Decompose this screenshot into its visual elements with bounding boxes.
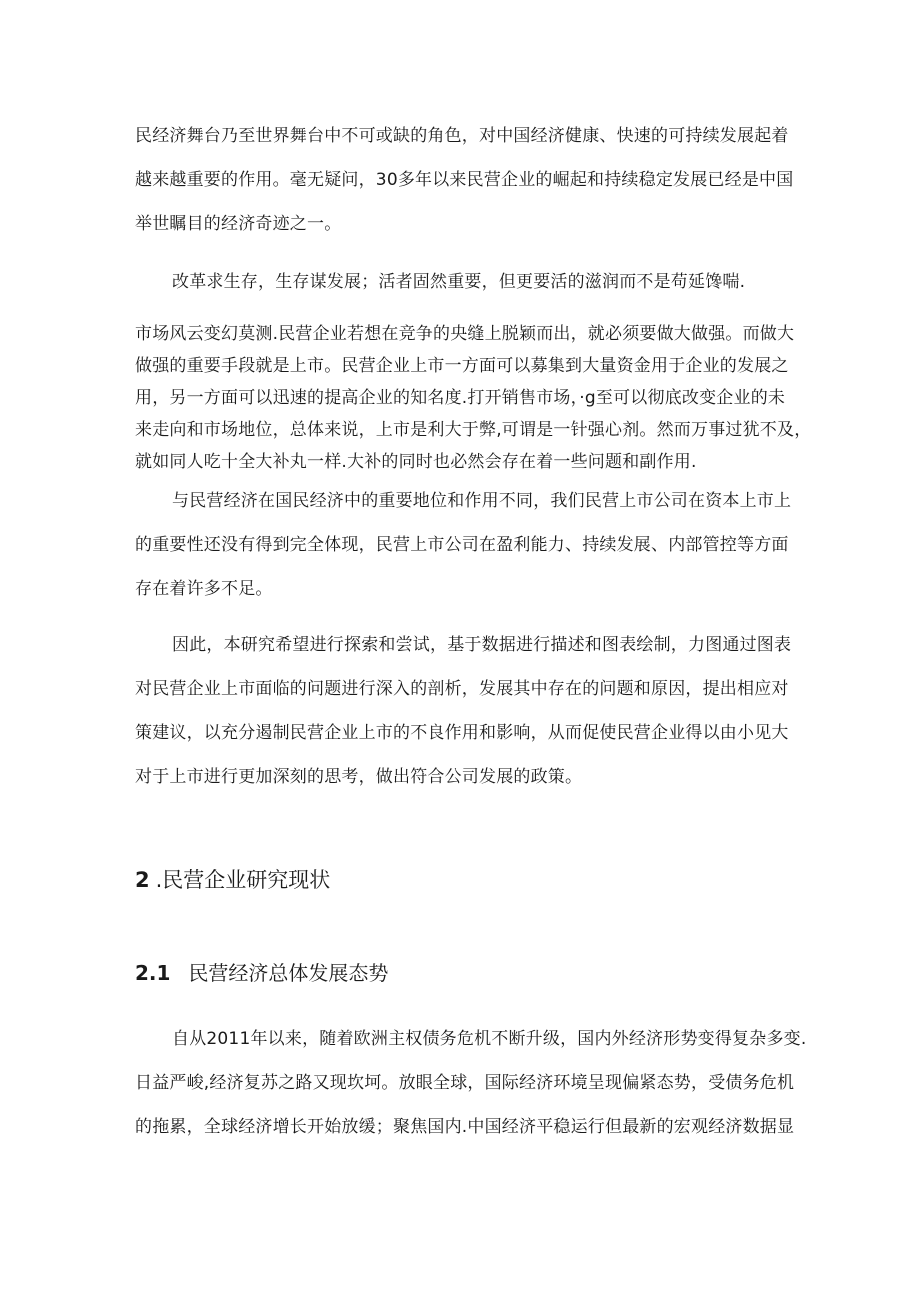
text-line: 策建议，以充分遏制民营企业上市的不良作用和影响，从而促使民营企业得以由小见大 — [135, 723, 789, 743]
text-line: 对民营企业上市面临的问题进行深入的剖析，发展其中存在的问题和原因，提出相应对 — [135, 679, 789, 699]
paragraph-3 — [135, 318, 812, 478]
text-line: 举世瞩目的经济奇迹之一。 — [135, 214, 342, 234]
paragraph-2 — [172, 260, 832, 304]
section-title: 民营经济总体发展态势 — [188, 961, 389, 985]
paragraph-4 — [135, 479, 795, 611]
text-line: 越来越重要的作用。毫无疑问，30多年以来民营企业的崛起和持续稳定发展已经是中国 — [135, 170, 794, 190]
text-line: 就如同人吃十全大补丸一样.大补的同时也必然会存在着一些问题和副作用. — [135, 452, 697, 472]
text-line: 对于上市进行更加深刻的思考，做出符合公司发展的政策。 — [135, 767, 583, 787]
paragraph-5 — [135, 623, 795, 799]
text-line: 做强的重要手段就是上市。民营企业上市一方面可以募集到大量资金用于企业的发展之 — [135, 356, 789, 376]
text-line: 因此，本研究希望进行探索和尝试，基于数据进行描述和图表绘制，力图通过图表 — [172, 635, 792, 655]
paragraph-1 — [135, 114, 795, 246]
text-line: 与民营经济在国民经济中的重要地位和作用不同，我们民营上市公司在资本上市上 — [172, 491, 792, 511]
text-line: 日益严峻,经济复苏之路又现坎坷。放眼全球，国际经济环境呈现偏紧态势，受债务危机 — [135, 1073, 795, 1093]
section-heading-2-1 — [135, 958, 388, 988]
text-line: 自从2011年以来，随着欧洲主权债务危机不断升级，国内外经济形势变得复杂多变. — [172, 1029, 807, 1049]
text-line: 存在着许多不足。 — [135, 579, 273, 599]
text-line: 的拖累，全球经济增长开始放缓；聚焦国内.中国经济平稳运行但最新的宏观经济数据显 — [135, 1117, 795, 1137]
section-heading-2 — [135, 865, 330, 895]
paragraph-6 — [135, 1017, 807, 1149]
section-number: 2.1 — [135, 961, 171, 985]
section-title: .民营企业研究现状 — [155, 868, 331, 892]
section-number: 2 — [135, 868, 150, 892]
text-line: 来走向和市场地位，总体来说，上市是利大于弊,可谓是一针强心剂。然而万事过犹不及， — [135, 420, 812, 440]
text-line: 的重要性还没有得到完全体现，民营上市公司在盈利能力、持续发展、内部管控等方面 — [135, 535, 789, 555]
text-line: 用，另一方面可以迅速的提高企业的知名度.打开销售市场，·g至可以彻底改变企业的未 — [135, 388, 786, 408]
text-line: 市场风云变幻莫测.民营企业若想在竞争的央缝上脱颖而出，就必须要做大做强。而做大 — [135, 324, 795, 344]
text-line: 民经济舞台乃至世界舞台中不可或缺的角色，对中国经济健康、快速的可持续发展起着 — [135, 126, 789, 146]
text-line: 改革求生存，生存谋发展；活者固然重要，但更要活的滋润而不是苟延馋喘. — [172, 272, 746, 292]
